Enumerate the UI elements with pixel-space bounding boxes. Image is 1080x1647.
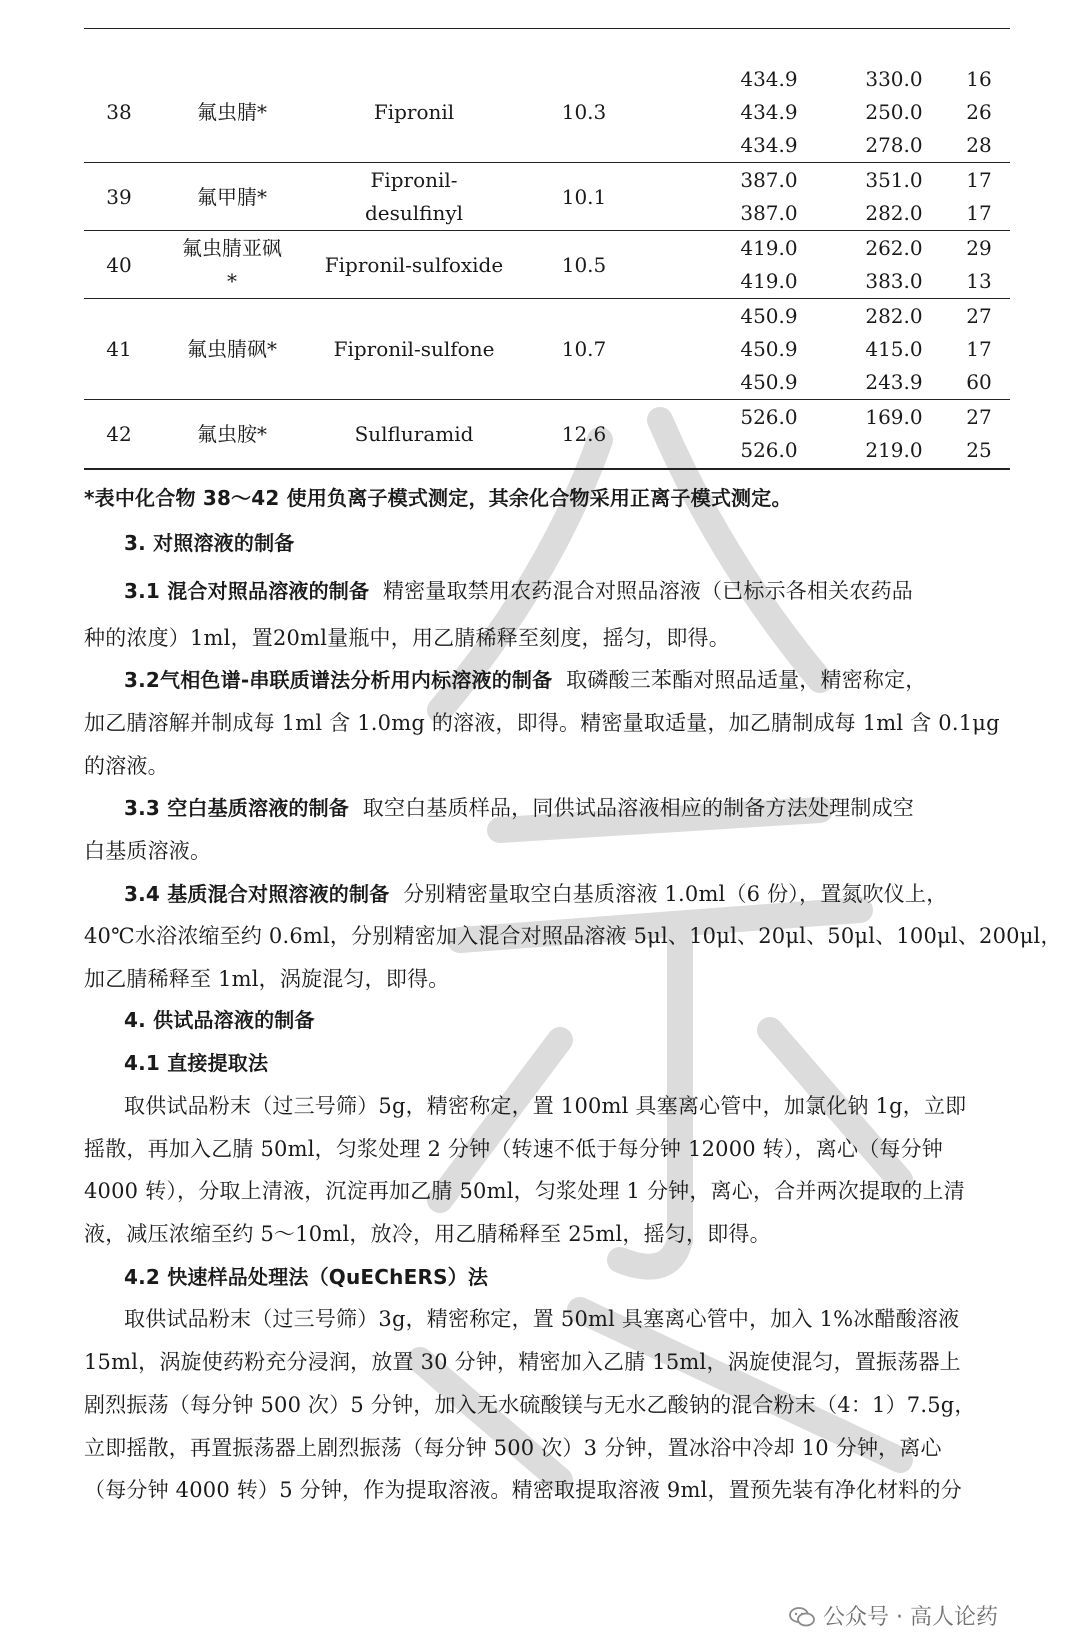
paragraph-line: 液，减压浓缩至约 5～10ml，放冷，用乙腈稀释至 25ml，摇匀，即得。 [84, 1222, 771, 1246]
subsection-title-3-2: 3.2气相色谱-串联质谱法分析用内标溶液的制备 [124, 668, 553, 692]
subsection-title-4-2: 4.2 快速样品处理法（QuEChERS）法 [124, 1265, 489, 1289]
chinese-name-line-1: 氟虫腈亚砜 [182, 236, 282, 260]
paragraph-line: 白基质溶液。 [84, 839, 212, 863]
paragraph-text: 精密量取禁用农药混合对照品溶液（已标示各相关农药品 [382, 579, 913, 603]
table-top-rule [84, 28, 1010, 29]
collision-energy: 26 [966, 100, 992, 124]
section-heading-4: 4. 供试品溶液的制备 [124, 1008, 315, 1032]
paragraph-line: 的溶液。 [84, 754, 169, 778]
collision-energy: 17 [966, 201, 992, 225]
parent-ion: 450.9 [740, 370, 798, 394]
paragraph-text: 分别精密量取空白基质溶液 1.0ml（6 份），置氮吹仪上， [403, 882, 948, 906]
product-ion: 282.0 [865, 201, 923, 225]
paragraph-line: 剧烈振荡（每分钟 500 次）5 分钟，加入无水硫酸镁与无水乙酸钠的混合粉末（4：1）7.5g， [84, 1393, 976, 1417]
english-name: Fipronil-sulfoxide [324, 253, 504, 277]
parent-ion: 526.0 [740, 405, 798, 429]
parent-ion: 434.9 [740, 133, 798, 157]
product-ion: 278.0 [865, 133, 923, 157]
row-number: 41 [106, 337, 132, 361]
paragraph-line: 种的浓度）1ml，置20ml量瓶中，用乙腈稀释至刻度，摇匀，即得。 [84, 626, 730, 650]
paragraph-3-1-line [124, 571, 913, 611]
collision-energy: 17 [966, 337, 992, 361]
table-footnote: *表中化合物 38～42 使用负离子模式测定，其余化合物采用正离子模式测定。 [84, 486, 792, 510]
table-row [84, 231, 1010, 298]
subsection-title-3-3: 3.3 空白基质溶液的制备 [124, 796, 349, 820]
paragraph-3-3-line [124, 788, 914, 828]
wechat-icon [789, 1607, 815, 1627]
retention-time: 12.6 [561, 422, 607, 446]
table-row [84, 62, 1010, 162]
paragraph-line: 4000 转），分取上清液，沉淀再加乙腈 50ml，匀浆处理 1 分钟，离心，合并两次提取的上清 [84, 1179, 965, 1203]
retention-time: 10.7 [561, 337, 607, 361]
parent-ion: 419.0 [740, 269, 798, 293]
product-ion: 415.0 [865, 337, 923, 361]
chinese-name: 氟甲腈* [197, 185, 267, 209]
product-ion: 250.0 [865, 100, 923, 124]
paragraph-3-2-line [124, 660, 927, 700]
paragraph-line: 摇散，再加入乙腈 50ml，匀浆处理 2 分钟（转速不低于每分钟 12000 转），离心（每分钟 [84, 1137, 943, 1161]
paragraph-text: 取磷酸三苯酯对照品适量，精密称定， [566, 668, 927, 692]
parent-ion: 387.0 [740, 201, 798, 225]
paragraph-line: 40℃水浴浓缩至约 0.6ml，分别精密加入混合对照品溶液 5μl、10μl、20μl、50μl、100μl、200μl， [84, 924, 1062, 948]
row-number: 42 [106, 422, 132, 446]
collision-energy: 29 [966, 236, 992, 260]
retention-time: 10.3 [561, 100, 607, 124]
table-bottom-rule [84, 468, 1010, 470]
parent-ion: 450.9 [740, 337, 798, 361]
subsection-title-4-1: 4.1 直接提取法 [124, 1051, 269, 1075]
chinese-name: 氟虫胺* [197, 422, 267, 446]
subsection-title-3-4: 3.4 基质混合对照溶液的制备 [124, 882, 390, 906]
product-ion: 351.0 [865, 168, 923, 192]
paragraph-line: 取供试品粉末（过三号筛）3g，精密称定，置 50ml 具塞离心管中，加入 1%冰醋酸溶液 [124, 1307, 960, 1331]
collision-energy: 17 [966, 168, 992, 192]
parent-ion: 526.0 [740, 438, 798, 462]
table-row [84, 163, 1010, 230]
parent-ion: 434.9 [740, 100, 798, 124]
collision-energy: 27 [966, 405, 992, 429]
paragraph-line: （每分钟 4000 转）5 分钟，作为提取溶液。精密取提取溶液 9ml，置预先装有净化材料的分 [84, 1478, 962, 1502]
product-ion: 243.9 [865, 370, 923, 394]
paragraph-text: 取空白基质样品，同供试品溶液相应的制备方法处理制成空 [362, 796, 914, 820]
account-watermark [789, 1600, 998, 1631]
account-name: 公众号 · 高人论药 [823, 1605, 998, 1630]
parent-ion: 450.9 [740, 304, 798, 328]
row-number: 40 [106, 253, 132, 277]
product-ion: 282.0 [865, 304, 923, 328]
paragraph-3-4-line [124, 874, 947, 914]
english-name-line-2: desulfinyl [364, 201, 464, 225]
collision-energy: 60 [966, 370, 992, 394]
section-heading-3: 3. 对照溶液的制备 [124, 531, 295, 555]
product-ion: 219.0 [865, 438, 923, 462]
collision-energy: 25 [966, 438, 992, 462]
collision-energy: 27 [966, 304, 992, 328]
retention-time: 10.1 [561, 185, 607, 209]
paragraph-line: 15ml，涡旋使药粉充分浸润，放置 30 分钟，精密加入乙腈 15ml，涡旋使混匀，置振荡器上 [84, 1350, 961, 1374]
product-ion: 169.0 [865, 405, 923, 429]
paragraph-line: 加乙腈溶解并制成每 1ml 含 1.0mg 的溶液，即得。精密量取适量，加乙腈制成每 1ml 含 0.1μg [84, 711, 1000, 735]
table-row [84, 299, 1010, 399]
parent-ion: 434.9 [740, 67, 798, 91]
collision-energy: 16 [966, 67, 992, 91]
row-number: 38 [106, 100, 132, 124]
collision-energy: 28 [966, 133, 992, 157]
paragraph-line: 立即摇散，再置振荡器上剧烈振荡（每分钟 500 次）3 分钟，置冰浴中冷却 10 分钟，离心 [84, 1436, 942, 1460]
parent-ion: 387.0 [740, 168, 798, 192]
parent-ion: 419.0 [740, 236, 798, 260]
subsection-title-3-1: 3.1 混合对照品溶液的制备 [124, 579, 370, 603]
chinese-name: 氟虫腈* [197, 100, 267, 124]
english-name-line-1: Fipronil- [370, 168, 458, 192]
retention-time: 10.5 [561, 253, 607, 277]
collision-energy: 13 [966, 269, 992, 293]
product-ion: 383.0 [865, 269, 923, 293]
chinese-name-line-2: * [227, 269, 237, 293]
table-row [84, 400, 1010, 467]
english-name: Fipronil-sulfone [333, 337, 495, 361]
product-ion: 262.0 [865, 236, 923, 260]
chinese-name: 氟虫腈砜* [187, 337, 277, 361]
english-name: Sulfluramid [354, 422, 474, 446]
english-name: Fipronil [373, 100, 455, 124]
product-ion: 330.0 [865, 67, 923, 91]
paragraph-line: 加乙腈稀释至 1ml，涡旋混匀，即得。 [84, 967, 450, 991]
row-number: 39 [106, 185, 132, 209]
paragraph-line: 取供试品粉末（过三号筛）5g，精密称定，置 100ml 具塞离心管中，加氯化钠 1g，立即 [124, 1094, 967, 1118]
